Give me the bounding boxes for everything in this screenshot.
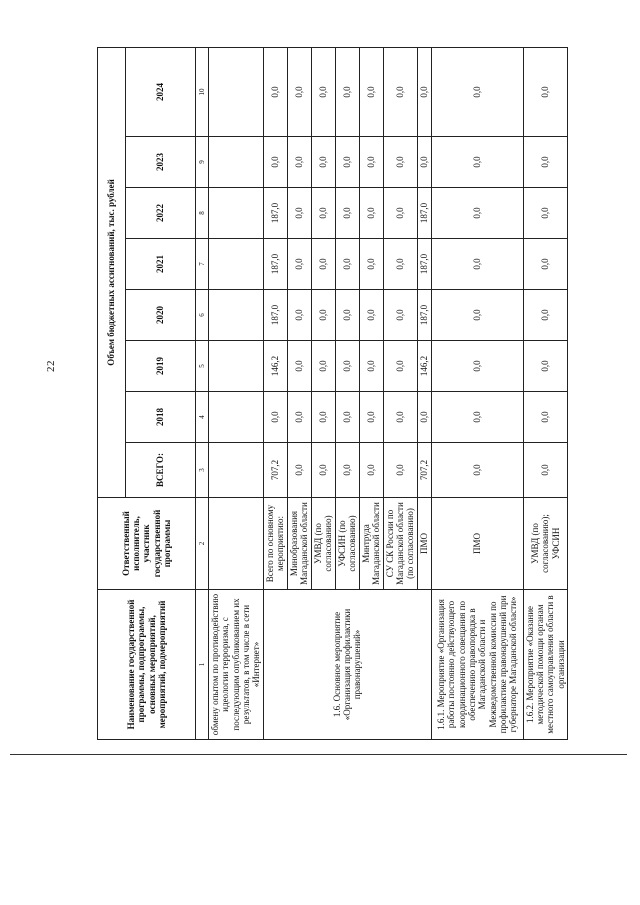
value-cell: 0,0	[383, 290, 417, 341]
table-row	[209, 47, 264, 739]
value-cell: 0,0	[431, 443, 523, 498]
value-cell: 0,0	[383, 239, 417, 290]
header-year: 2023	[126, 137, 196, 188]
index-cell: 1	[196, 590, 209, 740]
value-cell: 0,0	[263, 137, 287, 188]
value-cell: 0,0	[417, 47, 431, 136]
row-executor: Минтруда Магаданской области	[359, 498, 383, 590]
value-cell: 0,0	[335, 290, 359, 341]
table-row	[431, 47, 523, 739]
value-cell: 0,0	[287, 392, 311, 443]
value-cell: 0,0	[311, 290, 335, 341]
row-executor: УМВД (по согласованию)	[311, 498, 335, 590]
divider-line	[10, 754, 627, 755]
table-row	[523, 47, 567, 739]
index-cell: 9	[196, 137, 209, 188]
value-cell: 0,0	[311, 47, 335, 136]
value-cell: 0,0	[287, 188, 311, 239]
index-cell: 6	[196, 290, 209, 341]
row-name: обмену опытом по противодействию идеологии терроризма, с последующим опубликованием их результатов, в том числе в сети «Интернет»	[209, 590, 264, 740]
value-cell: 0,0	[335, 392, 359, 443]
value-cell: 0,0	[287, 443, 311, 498]
value-cell: 0,0	[523, 443, 567, 498]
header-year: 2021	[126, 239, 196, 290]
header-year: 2020	[126, 290, 196, 341]
value-cell: 0,0	[311, 188, 335, 239]
row-executor: УФСИН (по согласованию)	[335, 498, 359, 590]
value-cell: 707,2	[263, 443, 287, 498]
value-cell: 0,0	[311, 137, 335, 188]
value-cell: 0,0	[417, 137, 431, 188]
value-cell: 0,0	[335, 239, 359, 290]
budget-table-rotated	[97, 48, 566, 740]
value-cell: 187,0	[263, 290, 287, 341]
value-cell: 0,0	[523, 392, 567, 443]
index-cell: 10	[196, 47, 209, 136]
value-cell: 187,0	[417, 188, 431, 239]
row-executor: Всего по основному мероприятию:	[263, 498, 287, 590]
value-cell: 0,0	[523, 239, 567, 290]
header-total: ВСЕГО:	[126, 443, 196, 498]
value-cell: 0,0	[523, 188, 567, 239]
budget-table	[97, 47, 568, 740]
row-name: 1.6.1. Мероприятие «Организация работы постоянно действующего координационного совещания по обеспечению правопорядка в Магаданской области и Межведомственной комиссии по профилактике правонарушений при губернаторе Магаданской области»	[431, 590, 523, 740]
value-cell: 0,0	[263, 392, 287, 443]
value-cell: 0,0	[335, 443, 359, 498]
value-cell: 0,0	[431, 47, 523, 136]
value-cell: 0,0	[311, 239, 335, 290]
value-cell: 0,0	[383, 392, 417, 443]
value-cell: 707,2	[417, 443, 431, 498]
row-name: 1.6. Основное мероприятие «Организация профилактики правонарушений»	[263, 590, 431, 740]
header-year: 2022	[126, 188, 196, 239]
header-executor: Ответственный исполнитель, участник государственной программы	[98, 498, 196, 590]
value-cell: 0,0	[287, 290, 311, 341]
value-cell: 0,0	[383, 137, 417, 188]
value-cell: 0,0	[287, 137, 311, 188]
value-cell: 0,0	[431, 188, 523, 239]
header-name: Наименование государственной программы, подпрограммы, основных мероприятий, мероприятий, подмероприятий	[98, 590, 196, 740]
header-year: 2018	[126, 392, 196, 443]
row-executor: СУ СК России по Магаданской области (по согласованию)	[383, 498, 417, 590]
value-cell: 187,0	[417, 239, 431, 290]
value-cell: 0,0	[359, 341, 383, 392]
value-cell: 0,0	[523, 290, 567, 341]
value-cell: 0,0	[359, 392, 383, 443]
value-cell: 0,0	[263, 47, 287, 136]
page-number: 22	[45, 360, 57, 372]
value-cell: 0,0	[523, 47, 567, 136]
value-cell: 0,0	[359, 290, 383, 341]
table-row	[263, 47, 287, 739]
index-cell: 7	[196, 239, 209, 290]
value-cell: 0,0	[359, 239, 383, 290]
value-cell: 0,0	[359, 188, 383, 239]
value-cell: 0,0	[335, 137, 359, 188]
value-cell: 0,0	[287, 341, 311, 392]
value-cell: 187,0	[263, 239, 287, 290]
value-cell: 0,0	[383, 443, 417, 498]
row-executor: УМВД (по согласованию); УФСИН	[523, 498, 567, 590]
value-cell: 0,0	[383, 47, 417, 136]
value-cell: 0,0	[311, 392, 335, 443]
row-executor: ПМО	[417, 498, 431, 590]
value-cell: 0,0	[359, 137, 383, 188]
header-year: 2019	[126, 341, 196, 392]
value-cell: 187,0	[263, 188, 287, 239]
header-budget-group: Объем бюджетных ассигнований, тыс. рублей	[98, 47, 126, 497]
row-executor: ПМО	[431, 498, 523, 590]
value-cell: 0,0	[287, 47, 311, 136]
value-cell: 146,2	[263, 341, 287, 392]
index-cell: 3	[196, 443, 209, 498]
value-cell: 0,0	[335, 188, 359, 239]
value-cell: 0,0	[523, 341, 567, 392]
value-cell: 0,0	[335, 47, 359, 136]
value-cell: 0,0	[431, 239, 523, 290]
index-cell: 5	[196, 341, 209, 392]
value-cell: 0,0	[335, 341, 359, 392]
header-year: 2024	[126, 47, 196, 136]
row-executor: Минобразования Магаданской области	[287, 498, 311, 590]
value-cell: 0,0	[359, 443, 383, 498]
value-cell: 0,0	[287, 239, 311, 290]
value-cell: 0,0	[431, 341, 523, 392]
value-cell: 0,0	[431, 137, 523, 188]
value-cell: 0,0	[417, 392, 431, 443]
value-cell: 0,0	[311, 341, 335, 392]
value-cell: 146,2	[417, 341, 431, 392]
value-cell: 0,0	[431, 290, 523, 341]
index-cell: 8	[196, 188, 209, 239]
value-cell: 0,0	[431, 392, 523, 443]
row-name: 1.6.2. Мероприятие «Оказание методической помощи органам местного самоуправления области в организации	[523, 590, 567, 740]
value-cell: 0,0	[311, 443, 335, 498]
index-row	[196, 47, 209, 739]
index-cell: 4	[196, 392, 209, 443]
value-cell: 0,0	[523, 137, 567, 188]
value-cell: 0,0	[359, 47, 383, 136]
index-cell: 2	[196, 498, 209, 590]
value-cell: 0,0	[383, 341, 417, 392]
value-cell: 0,0	[383, 188, 417, 239]
value-cell: 187,0	[417, 290, 431, 341]
